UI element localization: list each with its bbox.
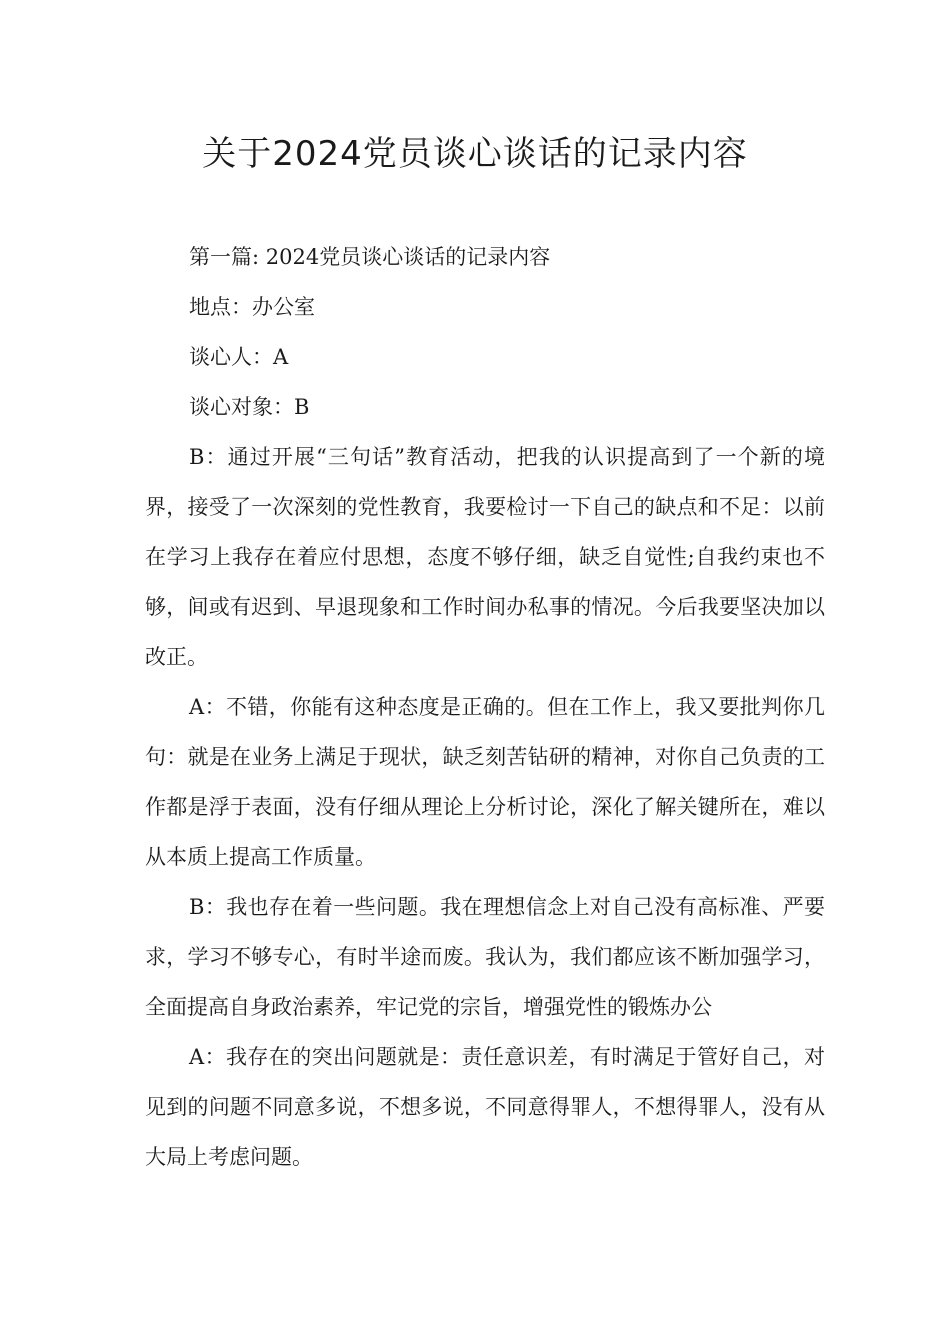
document-body xyxy=(145,232,825,1182)
talker-line: 谈心人：A xyxy=(189,345,289,369)
dialogue-paragraph-a1: A：不错，你能有这种态度是正确的。但在工作上，我又要批判你几句：就是在业务上满足于现状，缺乏刻苦钻研的精神，对你自己负责的工作都是浮于表面，没有仔细从理论上分析讨论，深化了解关键所在，难以从本质上提高工作质量。 xyxy=(145,695,825,869)
talk-target-line: 谈心对象：B xyxy=(189,395,310,419)
section-heading: 第一篇: 2024党员谈心谈话的记录内容 xyxy=(189,245,551,269)
dialogue-paragraph-a2: A：我存在的突出问题就是：责任意识差，有时满足于管好自己，对见到的问题不同意多说，不想多说，不同意得罪人，不想得罪人，没有从大局上考虑问题。 xyxy=(145,1045,825,1169)
location-line: 地点：办公室 xyxy=(189,295,315,319)
dialogue-paragraph-b2: B：我也存在着一些问题。我在理想信念上对自己没有高标准、严要求，学习不够专心，有时半途而废。我认为，我们都应该不断加强学习，全面提高自身政治素养，牢记党的宗旨，增强党性的锻炼办公 xyxy=(145,895,825,1019)
document-title: 关于2024党员谈心谈话的记录内容 xyxy=(202,134,748,174)
dialogue-paragraph-b1: B：通过开展“三句话”教育活动，把我的认识提高到了一个新的境界，接受了一次深刻的党性教育，我要检讨一下自己的缺点和不足：以前在学习上我存在着应付思想，态度不够仔细，缺乏自觉性;自我约束也不够，间或有迟到、早退现象和工作时间办私事的情况。今后我要坚决加以改正。 xyxy=(145,445,825,669)
